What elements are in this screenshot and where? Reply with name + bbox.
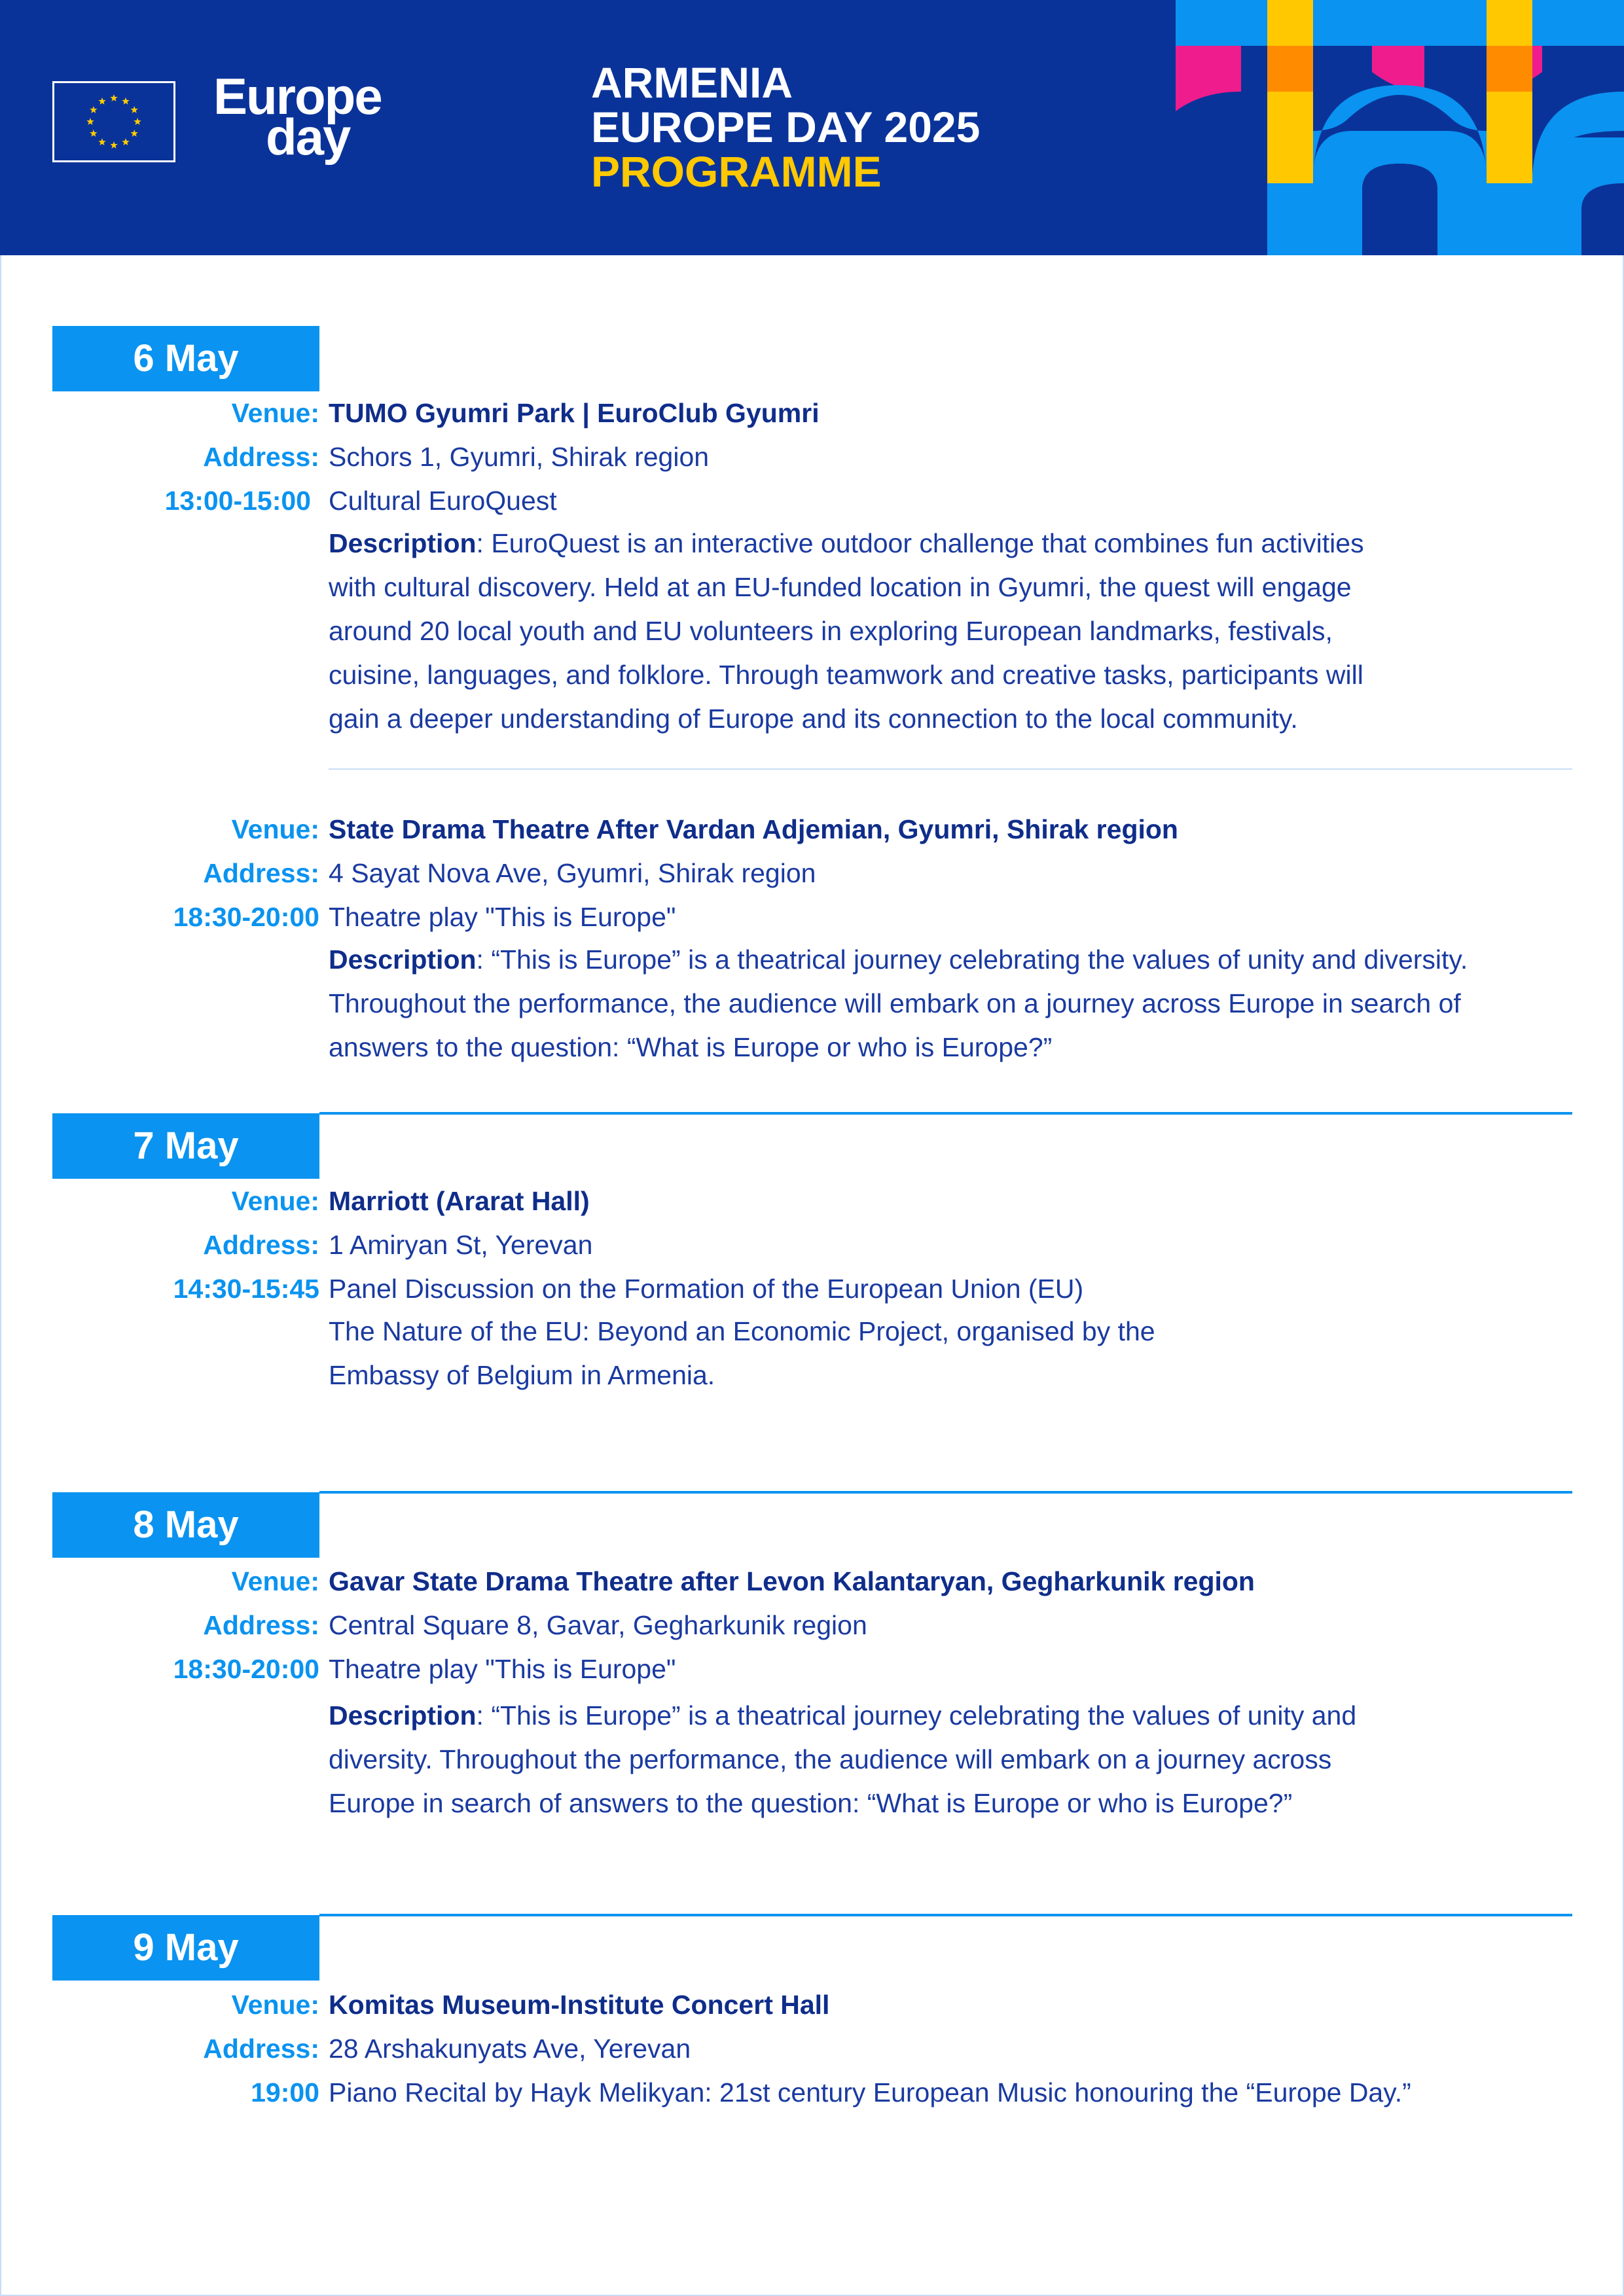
address-value: Schors 1, Gyumri, Shirak region <box>329 442 710 472</box>
venue-label: Venue: <box>231 1566 319 1596</box>
address-label: Address: <box>203 1230 319 1260</box>
description-key: Description <box>329 528 477 558</box>
eu-star-icon <box>122 138 129 145</box>
venue-value: State Drama Theatre After Vardan Adjemian, Gyumri, Shirak region <box>329 814 1178 844</box>
eu-star-icon <box>86 118 94 125</box>
description-line: around 20 local youth and EU volunteers in exploring European landmarks, festivals, <box>329 616 1333 646</box>
event-divider <box>329 768 1572 770</box>
arches-decoration-icon <box>1176 0 1624 255</box>
description-text: : EuroQuest is an interactive outdoor challenge that combines fun activities <box>476 528 1364 558</box>
event-description <box>329 1694 1356 1825</box>
time-label: 14:30-15:45 <box>173 1274 319 1304</box>
details-line: Embassy of Belgium in Armenia. <box>329 1360 715 1390</box>
title-line-1: ARMENIA <box>591 58 793 107</box>
eu-star-icon <box>90 130 97 137</box>
address-label: Address: <box>203 858 319 888</box>
logo-line-2: day <box>266 108 350 166</box>
title-programme: PROGRAMME <box>591 147 882 196</box>
venue-label: Venue: <box>231 814 319 844</box>
title-line-2: EUROPE DAY 2025 <box>591 103 981 151</box>
time-label: 19:00 <box>251 2077 319 2108</box>
address-label: Address: <box>203 1610 319 1640</box>
venue-value: TUMO Gyumri Park | EuroClub Gyumri <box>329 398 820 428</box>
venue-value: Gavar State Drama Theatre after Levon Kalantaryan, Gegharkunik region <box>329 1566 1255 1596</box>
header-banner <box>0 0 1624 255</box>
venue-label: Venue: <box>231 1990 319 2020</box>
day-rule <box>319 1112 1572 1115</box>
description-key: Description <box>329 944 477 975</box>
event-title: Cultural EuroQuest <box>329 486 557 516</box>
eu-star-icon <box>90 106 97 113</box>
description-line: Europe in search of answers to the question: “What is Europe or who is Europe?” <box>329 1788 1293 1818</box>
day-tab-8-may: 8 May <box>52 1492 319 1558</box>
day-rule <box>319 1491 1572 1494</box>
eu-star-icon <box>134 118 141 125</box>
eu-star-icon <box>122 98 129 105</box>
description-key: Description <box>329 1700 477 1731</box>
venue-label: Venue: <box>231 398 319 428</box>
description-line <box>329 938 1468 982</box>
event-title: Panel Discussion on the Formation of the European Union (EU) <box>329 1274 1084 1304</box>
description-line: with cultural discovery. Held at an EU-funded location in Gyumri, the quest will engage <box>329 572 1352 602</box>
time-label: 18:30-20:00 <box>173 1654 319 1684</box>
address-value: Central Square 8, Gavar, Gegharkunik region <box>329 1610 867 1640</box>
page-title <box>591 60 980 194</box>
description-line: gain a deeper understanding of Europe and its connection to the local community. <box>329 704 1298 734</box>
event-description <box>329 522 1364 741</box>
event-details <box>329 1310 1155 1397</box>
description-text: : “This is Europe” is a theatrical journey celebrating the values of unity and <box>476 1700 1357 1731</box>
venue-value: Komitas Museum-Institute Concert Hall <box>329 1990 830 2020</box>
address-value: 28 Arshakunyats Ave, Yerevan <box>329 2034 691 2064</box>
europe-day-logo <box>213 67 382 166</box>
description-line: diversity. Throughout the performance, the audience will embark on a journey across <box>329 1744 1332 1774</box>
description-text: : “This is Europe” is a theatrical journey celebrating the values of unity and diversity. <box>476 944 1468 975</box>
venue-value: Marriott (Ararat Hall) <box>329 1186 590 1216</box>
eu-flag-icon <box>52 81 175 162</box>
eu-star-icon <box>130 106 137 113</box>
eu-star-icon <box>130 130 137 137</box>
description-line <box>329 1694 1356 1738</box>
time-label: 13:00-15:00 <box>164 486 311 516</box>
description-line: Throughout the performance, the audience will embark on a journey across Europe in search of <box>329 988 1461 1018</box>
description-line: cuisine, languages, and folklore. Through teamwork and creative tasks, participants will <box>329 660 1363 690</box>
eu-star-icon <box>110 94 117 101</box>
description-line <box>329 522 1364 565</box>
eu-star-icon <box>110 141 117 149</box>
address-label: Address: <box>203 442 319 472</box>
eu-star-icon <box>98 98 105 105</box>
day-tab-6-may: 6 May <box>52 326 319 391</box>
day-tab-7-may: 7 May <box>52 1113 319 1179</box>
address-value: 1 Amiryan St, Yerevan <box>329 1230 593 1260</box>
eu-star-icon <box>98 138 105 145</box>
address-value: 4 Sayat Nova Ave, Gyumri, Shirak region <box>329 858 816 888</box>
event-description <box>329 938 1468 1069</box>
description-line: answers to the question: “What is Europe or who is Europe?” <box>329 1032 1053 1062</box>
logo-line-1: Europe <box>213 67 382 125</box>
day-rule <box>319 1914 1572 1916</box>
event-title: Theatre play "This is Europe" <box>329 902 676 932</box>
venue-label: Venue: <box>231 1186 319 1216</box>
event-title: Theatre play "This is Europe" <box>329 1654 676 1684</box>
address-label: Address: <box>203 2034 319 2064</box>
event-title: Piano Recital by Hayk Melikyan: 21st century European Music honouring the “Europe Day.” <box>329 2077 1411 2108</box>
time-label: 18:30-20:00 <box>173 902 319 932</box>
day-tab-9-may: 9 May <box>52 1915 319 1981</box>
details-line: The Nature of the EU: Beyond an Economic Project, organised by the <box>329 1316 1155 1346</box>
